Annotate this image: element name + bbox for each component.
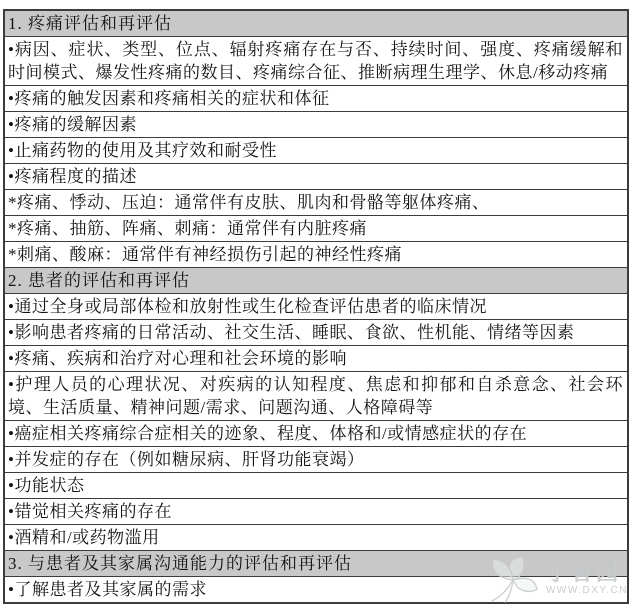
table-row: [5, 420, 627, 446]
bullet-marker: •: [8, 167, 15, 186]
row-text: 错觉相关疼痛的存在: [14, 502, 172, 521]
watermark-brand: 丁香园: [545, 560, 621, 585]
row-text: 刺痛、酸麻：通常伴有神经损伤引起的神经性疼痛: [17, 245, 402, 264]
section-header-label: 3. 与患者及其家属沟通能力的评估和再评估: [8, 554, 352, 573]
table-row: [5, 371, 627, 420]
table-row: [5, 137, 627, 163]
table-row: [5, 319, 627, 345]
section-header-label: 2. 患者的评估和再评估: [8, 271, 190, 290]
table-row: [5, 111, 627, 137]
bullet-marker: •: [8, 89, 15, 108]
bullet-marker: •: [8, 349, 15, 368]
row-text: 疼痛的缓解因素: [14, 115, 137, 134]
watermark-url: WWW.DXY.CN: [545, 585, 628, 596]
bullet-marker: •: [8, 424, 15, 443]
bullet-marker: •: [8, 141, 15, 160]
table-row: [5, 215, 627, 241]
table-row: [5, 241, 627, 267]
section-header-patient-assessment: [5, 267, 627, 293]
bullet-marker: •: [8, 115, 15, 134]
pain-assessment-table: [3, 9, 629, 604]
row-text: 止痛药物的使用及其疗效和耐受性: [14, 141, 277, 160]
row-text: 功能状态: [14, 476, 85, 495]
row-text: 癌症相关疼痛综合症相关的迹象、程度、体格和/或情感症状的存在: [14, 424, 528, 443]
row-text: 通过全身或局部体检和放射性或生化检查评估患者的临床情况: [14, 297, 487, 316]
asterisk-marker: *: [8, 245, 17, 264]
table-row: [5, 293, 627, 319]
row-text: 酒精和/或药物滥用: [14, 528, 160, 547]
bullet-marker: •: [8, 528, 15, 547]
bullet-marker: •: [8, 40, 15, 59]
row-text: 影响患者疼痛的日常活动、社交生活、睡眠、食欲、性机能、情绪等因素: [14, 323, 575, 342]
row-text: 疼痛、抽筋、阵痛、刺痛：通常伴有内脏疼痛: [17, 219, 367, 238]
bullet-marker: •: [8, 476, 15, 495]
row-text: 疼痛程度的描述: [14, 167, 137, 186]
bullet-marker: •: [8, 375, 15, 394]
bullet-marker: •: [8, 297, 15, 316]
bullet-marker: •: [8, 580, 15, 599]
row-text: 疼痛的触发因素和疼痛相关的症状和体征: [14, 89, 330, 108]
asterisk-marker: *: [8, 193, 17, 212]
table-row: [5, 85, 627, 111]
section-header-label: 1. 疼痛评估和再评估: [8, 14, 172, 33]
table-row: [5, 498, 627, 524]
section-header-communication-assessment: [5, 550, 627, 576]
table-row: [5, 472, 627, 498]
row-text: 了解患者及其家属的需求: [14, 580, 207, 599]
row-text: 疼痛、悸动、压迫：通常伴有皮肤、肌肉和骨骼等躯体疼痛、: [17, 193, 490, 212]
asterisk-marker: *: [8, 219, 17, 238]
row-text: 病因、症状、类型、位点、辐射疼痛存在与否、持续时间、强度、疼痛缓解和时间模式、爆发性疼痛的数目、疼痛综合征、推断病理生理学、休息/移动疼痛: [8, 40, 623, 82]
table-row: [5, 163, 627, 189]
bullet-marker: •: [8, 502, 15, 521]
row-text: 并发症的存在（例如糖尿病、肝肾功能衰竭）: [14, 450, 365, 469]
bullet-marker: •: [8, 450, 15, 469]
section-header-pain-assessment: [5, 11, 627, 36]
table-row: [5, 189, 627, 215]
table-row: [5, 36, 627, 85]
table-row: [5, 524, 627, 550]
bullet-marker: •: [8, 323, 15, 342]
row-text: 护理人员的心理状况、对疾病的认知程度、焦虑和抑郁和自杀意念、社会环境、生活质量、精神问题/需求、问题沟通、人格障碍等: [8, 375, 623, 417]
table-row: [5, 345, 627, 371]
row-text: 疼痛、疾病和治疗对心理和社会环境的影响: [14, 349, 347, 368]
table-row: [5, 446, 627, 472]
table-row: [5, 576, 627, 602]
